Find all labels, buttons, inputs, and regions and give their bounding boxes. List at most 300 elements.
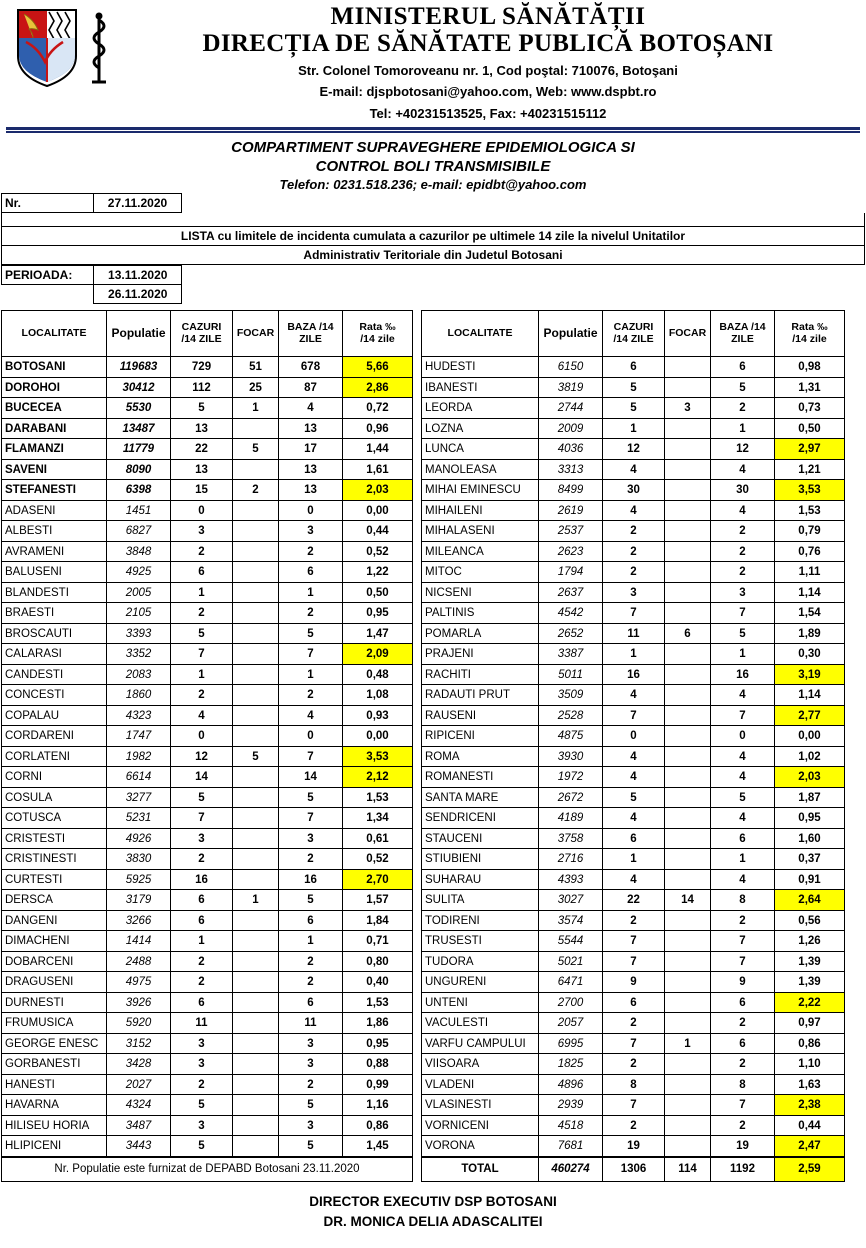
cell-populatie: 3509 [539,685,603,706]
cell-cazuri: 2 [603,521,665,542]
cell-populatie: 3848 [107,541,171,562]
cell-rata: 0,80 [343,951,413,972]
table-row [2,890,413,911]
cell-localitate: VLADENI [422,1074,539,1095]
cell-populatie: 3179 [107,890,171,911]
cell-baza: 87 [279,377,343,398]
total-rata: 2,59 [775,1157,845,1181]
table-row [422,1095,845,1116]
col-cazuri-right [603,311,665,357]
header-phone-fax: Tel: +40231513525, Fax: +40231515112 [369,105,607,121]
col-baza-line1: BAZA /14 [287,321,334,334]
compartment-contact: Telefon: 0231.518.236; e-mail: epidbt@yahoo.com [279,176,587,192]
cell-cazuri: 0 [171,500,233,521]
total-label: TOTAL [422,1157,539,1181]
directorate-title: DIRECȚIA DE SĂNĂTATE PUBLICĂ BOTOȘANI [202,30,774,58]
cell-cazuri: 5 [603,787,665,808]
cell-focar [233,541,279,562]
cell-baza: 6 [279,910,343,931]
ministry-title: MINISTERUL SĂNĂTĂȚII [330,3,646,30]
cell-localitate: CRISTINESTI [2,849,107,870]
cell-localitate: FLAMANZI [2,439,107,460]
cell-rata: 2,77 [775,705,845,726]
cell-populatie: 2637 [539,582,603,603]
cell-localitate: DRAGUSENI [2,972,107,993]
cell-rata: 0,37 [775,849,845,870]
cell-cazuri: 5 [171,1095,233,1116]
cell-focar [233,644,279,665]
cell-cazuri: 6 [171,992,233,1013]
cell-rata: 1,14 [775,582,845,603]
cell-focar [665,685,711,706]
cell-rata: 0,86 [343,1115,413,1136]
cell-baza: 12 [711,439,775,460]
cell-localitate: HUDESTI [422,357,539,378]
cell-populatie: 4393 [539,869,603,890]
perioada-filler-1 [182,266,865,285]
cell-rata: 0,71 [343,931,413,952]
cell-baza: 6 [711,828,775,849]
cell-populatie: 6614 [107,767,171,788]
cell-cazuri: 1 [603,644,665,665]
header-divider-secondary [6,131,860,133]
cell-localitate: STAUCENI [422,828,539,849]
col-localitate: LOCALITATE [2,311,107,357]
compartment-block [0,139,866,193]
cell-cazuri: 5 [603,377,665,398]
cell-baza: 5 [711,377,775,398]
cell-rata: 0,97 [775,1013,845,1034]
table-row [422,418,845,439]
cell-populatie: 2652 [539,623,603,644]
cell-rata: 1,57 [343,890,413,911]
cell-rata: 0,95 [343,1033,413,1054]
cell-rata: 3,53 [775,480,845,501]
cell-cazuri: 2 [603,910,665,931]
col-cazuri-line1: CAZURI [181,321,222,334]
cell-baza: 7 [711,951,775,972]
cell-baza: 4 [711,459,775,480]
table-row [2,562,413,583]
col-baza-line2: ZILE [299,332,322,345]
nr-row-filler [182,193,866,212]
table-row [2,398,413,419]
cell-localitate: GEORGE ENESC [2,1033,107,1054]
cell-focar: 1 [233,890,279,911]
cell-baza: 1 [711,418,775,439]
cell-populatie: 3487 [107,1115,171,1136]
compartment-line-2: CONTROL BOLI TRANSMISIBILE [315,157,551,175]
cell-focar [233,1074,279,1095]
cell-cazuri: 4 [603,869,665,890]
cell-rata: 0,91 [775,869,845,890]
col-cazuri-line2: /14 ZILE [181,332,222,345]
cell-localitate: UNGURENI [422,972,539,993]
cell-populatie: 2672 [539,787,603,808]
cell-populatie: 5544 [539,931,603,952]
cell-rata: 2,03 [775,767,845,788]
cell-baza: 6 [279,562,343,583]
cell-focar [665,480,711,501]
footer-gap [413,1157,421,1182]
perioada-start: 13.11.2020 [94,266,182,285]
cell-cazuri: 2 [171,685,233,706]
total-focar: 114 [665,1157,711,1181]
cell-populatie: 5011 [539,664,603,685]
cell-populatie: 1982 [107,746,171,767]
director-title: DIRECTOR EXECUTIV DSP BOTOSANI [309,1193,557,1209]
table-row [2,685,413,706]
cell-populatie: 3930 [539,746,603,767]
cell-localitate: ADASENI [2,500,107,521]
cell-cazuri: 3 [171,521,233,542]
cell-cazuri: 7 [171,644,233,665]
cell-rata: 0,72 [343,398,413,419]
cell-focar: 6 [665,623,711,644]
table-row [2,1095,413,1116]
cell-rata: 2,09 [343,644,413,665]
title-spacer-top [2,213,865,227]
cell-localitate: AVRAMENI [2,541,107,562]
cell-populatie: 2009 [539,418,603,439]
cell-baza: 8 [711,890,775,911]
cell-focar [233,787,279,808]
cell-localitate: HLIPICENI [2,1136,107,1157]
cell-cazuri: 729 [171,357,233,378]
cell-cazuri: 7 [603,951,665,972]
cell-baza: 5 [711,623,775,644]
cell-cazuri: 4 [603,767,665,788]
cell-focar [665,910,711,931]
cell-localitate: ROMANESTI [422,767,539,788]
table-row [422,1013,845,1034]
cell-cazuri: 6 [603,828,665,849]
table-row [422,357,845,378]
table-row [422,377,845,398]
cell-populatie: 30412 [107,377,171,398]
footnote-table [1,1157,413,1182]
cell-populatie: 4036 [539,439,603,460]
cell-baza: 3 [279,828,343,849]
cell-rata: 1,53 [343,992,413,1013]
cell-cazuri: 7 [603,1033,665,1054]
cell-focar: 1 [665,1033,711,1054]
col-rata [343,311,413,357]
cell-cazuri: 15 [171,480,233,501]
cell-cazuri: 1 [171,931,233,952]
cell-cazuri: 7 [603,931,665,952]
cell-rata: 1,44 [343,439,413,460]
cell-focar [233,582,279,603]
cell-baza: 2 [711,910,775,931]
table-row [422,582,845,603]
table-row [2,664,413,685]
cell-localitate: RADAUTI PRUT [422,685,539,706]
cell-focar [233,828,279,849]
cell-baza: 6 [279,992,343,1013]
table-row [422,1074,845,1095]
cell-localitate: BUCECEA [2,398,107,419]
cell-baza: 7 [711,705,775,726]
cell-cazuri: 1 [603,418,665,439]
cell-focar [233,869,279,890]
table-row [422,972,845,993]
cell-rata: 2,38 [775,1095,845,1116]
cell-cazuri: 30 [603,480,665,501]
cell-cazuri: 4 [603,459,665,480]
cell-localitate: BRAESTI [2,603,107,624]
cell-baza: 5 [279,623,343,644]
cell-populatie: 2027 [107,1074,171,1095]
cell-populatie: 6398 [107,480,171,501]
cell-localitate: IBANESTI [422,377,539,398]
cell-rata: 1,21 [775,459,845,480]
cell-populatie: 2939 [539,1095,603,1116]
cell-focar [233,1136,279,1157]
cell-baza: 3 [711,582,775,603]
cell-localitate: HILISEU HORIA [2,1115,107,1136]
title-line-1: LISTA cu limitele de incidenta cumulata a cazurilor pe ultimele 14 zile la nivelul Unitatilor [2,227,865,246]
cell-rata: 0,86 [775,1033,845,1054]
table-row [422,398,845,419]
table-row [2,1013,413,1034]
table-row [422,644,845,665]
cell-rata: 0,79 [775,521,845,542]
cell-baza: 7 [279,644,343,665]
cell-rata: 3,19 [775,664,845,685]
col-cazuri [171,311,233,357]
cell-cazuri: 2 [171,603,233,624]
cell-populatie: 2716 [539,849,603,870]
nr-label: Nr. [2,193,94,212]
cell-baza: 3 [279,1033,343,1054]
table-row [422,992,845,1013]
cell-baza: 4 [711,869,775,890]
cell-rata: 3,53 [343,746,413,767]
cell-localitate: VORNICENI [422,1115,539,1136]
cell-baza: 16 [279,869,343,890]
cell-baza: 2 [279,603,343,624]
cell-baza: 8 [711,1074,775,1095]
cell-rata: 1,84 [343,910,413,931]
cell-baza: 1 [279,931,343,952]
perioada-end: 26.11.2020 [94,285,182,304]
cell-cazuri: 2 [171,849,233,870]
header-address: Str. Colonel Tomoroveanu nr. 1, Cod poştal: 710076, Botoşani [298,62,678,78]
perioada-blank [2,285,94,304]
cell-rata: 1,10 [775,1054,845,1075]
cell-populatie: 5925 [107,869,171,890]
cell-rata: 0,48 [343,664,413,685]
cell-focar [233,1054,279,1075]
cell-localitate: FRUMUSICA [2,1013,107,1034]
cell-rata: 2,22 [775,992,845,1013]
table-row [422,541,845,562]
cell-baza: 2 [279,541,343,562]
cell-cazuri: 2 [603,1013,665,1034]
cell-baza: 7 [711,603,775,624]
cell-cazuri: 4 [603,685,665,706]
cell-focar [665,521,711,542]
cell-populatie: 2744 [539,398,603,419]
total-baza: 1192 [711,1157,775,1181]
col-baza-right-line1: BAZA /14 [719,321,766,334]
cell-baza: 4 [711,767,775,788]
cell-baza: 2 [711,541,775,562]
cell-focar [233,521,279,542]
cell-cazuri: 4 [603,808,665,829]
cell-populatie: 3926 [107,992,171,1013]
cell-rata: 1,89 [775,623,845,644]
cell-rata: 0,61 [343,828,413,849]
table-row [422,849,845,870]
cell-focar: 3 [665,398,711,419]
header-email-web: E-mail: djspbotosani@yahoo.com, Web: www.dspbt.ro [319,84,657,100]
cell-focar [665,603,711,624]
table-row [2,869,413,890]
cell-rata: 1,22 [343,562,413,583]
cell-rata: 1,86 [343,1013,413,1034]
cell-populatie: 3428 [107,1054,171,1075]
cell-baza: 2 [711,562,775,583]
cell-cazuri: 5 [171,623,233,644]
cell-rata: 0,52 [343,541,413,562]
cell-cazuri: 7 [603,1095,665,1116]
cell-rata: 0,88 [343,1054,413,1075]
total-table [421,1157,845,1182]
cell-focar [665,787,711,808]
cell-populatie: 2623 [539,541,603,562]
cell-baza: 2 [711,1115,775,1136]
table-row [2,541,413,562]
cell-cazuri: 4 [603,500,665,521]
col-localitate-right: LOCALITATE [422,311,539,357]
cell-focar: 14 [665,890,711,911]
col-baza [279,311,343,357]
cell-localitate: DERSCA [2,890,107,911]
cell-focar: 25 [233,377,279,398]
cell-cazuri: 5 [603,398,665,419]
cell-cazuri: 2 [603,562,665,583]
table-row [2,931,413,952]
cell-focar [665,992,711,1013]
cell-focar [665,869,711,890]
perioada-label: PERIOADA: [2,266,94,285]
table-row [2,787,413,808]
cell-baza: 6 [711,992,775,1013]
cell-cazuri: 8 [603,1074,665,1095]
table-row [2,582,413,603]
cell-focar [665,951,711,972]
cell-cazuri: 9 [603,972,665,993]
cell-baza: 19 [711,1136,775,1157]
table-row [422,1136,845,1157]
cell-rata: 1,16 [343,1095,413,1116]
cell-localitate: DOROHOI [2,377,107,398]
cell-localitate: BLANDESTI [2,582,107,603]
table-row [2,1115,413,1136]
nr-date: 27.11.2020 [94,193,182,212]
cell-rata: 1,63 [775,1074,845,1095]
cell-cazuri: 13 [171,459,233,480]
cell-localitate: VLASINESTI [422,1095,539,1116]
cell-cazuri: 2 [171,541,233,562]
cell-focar [665,726,711,747]
cell-localitate: LOZNA [422,418,539,439]
table-row [422,480,845,501]
cell-localitate: VACULESTI [422,1013,539,1034]
table-row [2,418,413,439]
table-row [2,849,413,870]
cell-rata: 2,97 [775,439,845,460]
cell-baza: 4 [279,705,343,726]
header-logos [0,4,130,88]
cell-populatie: 5021 [539,951,603,972]
cell-populatie: 11779 [107,439,171,460]
cell-localitate: TODIRENI [422,910,539,931]
cell-rata: 0,96 [343,418,413,439]
cell-baza: 7 [711,931,775,952]
cell-populatie: 2057 [539,1013,603,1034]
coat-of-arms-icon [16,8,78,88]
cell-focar [665,1074,711,1095]
table-row [2,767,413,788]
cell-baza: 2 [279,849,343,870]
cell-cazuri: 3 [603,582,665,603]
cell-baza: 0 [711,726,775,747]
cell-baza: 2 [279,972,343,993]
cell-localitate: MITOC [422,562,539,583]
director-name: DR. MONICA DELIA ADASCALITEI [323,1214,543,1230]
cell-rata: 1,54 [775,603,845,624]
tables-gap [413,310,421,1157]
footer-row [1,1157,865,1182]
cell-focar [233,726,279,747]
cell-cazuri: 4 [171,705,233,726]
table-row [2,357,413,378]
cell-populatie: 3819 [539,377,603,398]
cell-baza: 678 [279,357,343,378]
cell-baza: 1 [711,849,775,870]
cell-rata: 0,73 [775,398,845,419]
cell-rata: 1,39 [775,972,845,993]
cell-focar [233,562,279,583]
cell-cazuri: 2 [603,541,665,562]
table-row [2,726,413,747]
cell-baza: 2 [711,521,775,542]
cell-focar [233,685,279,706]
cell-populatie: 2528 [539,705,603,726]
col-rata-right-line1: Rata ‰ [791,321,828,334]
table-row [422,562,845,583]
table-row [2,1033,413,1054]
table-row [422,808,845,829]
cell-focar [665,828,711,849]
cell-focar [665,459,711,480]
table-row [422,664,845,685]
table-right-body [422,357,845,1157]
cell-focar [665,418,711,439]
table-row [422,828,845,849]
cell-cazuri: 16 [171,869,233,890]
cell-focar [665,582,711,603]
cell-rata: 0,93 [343,705,413,726]
cell-populatie: 3152 [107,1033,171,1054]
table-row [2,459,413,480]
cell-localitate: STIUBIENI [422,849,539,870]
table-row [2,1054,413,1075]
cell-baza: 6 [711,357,775,378]
